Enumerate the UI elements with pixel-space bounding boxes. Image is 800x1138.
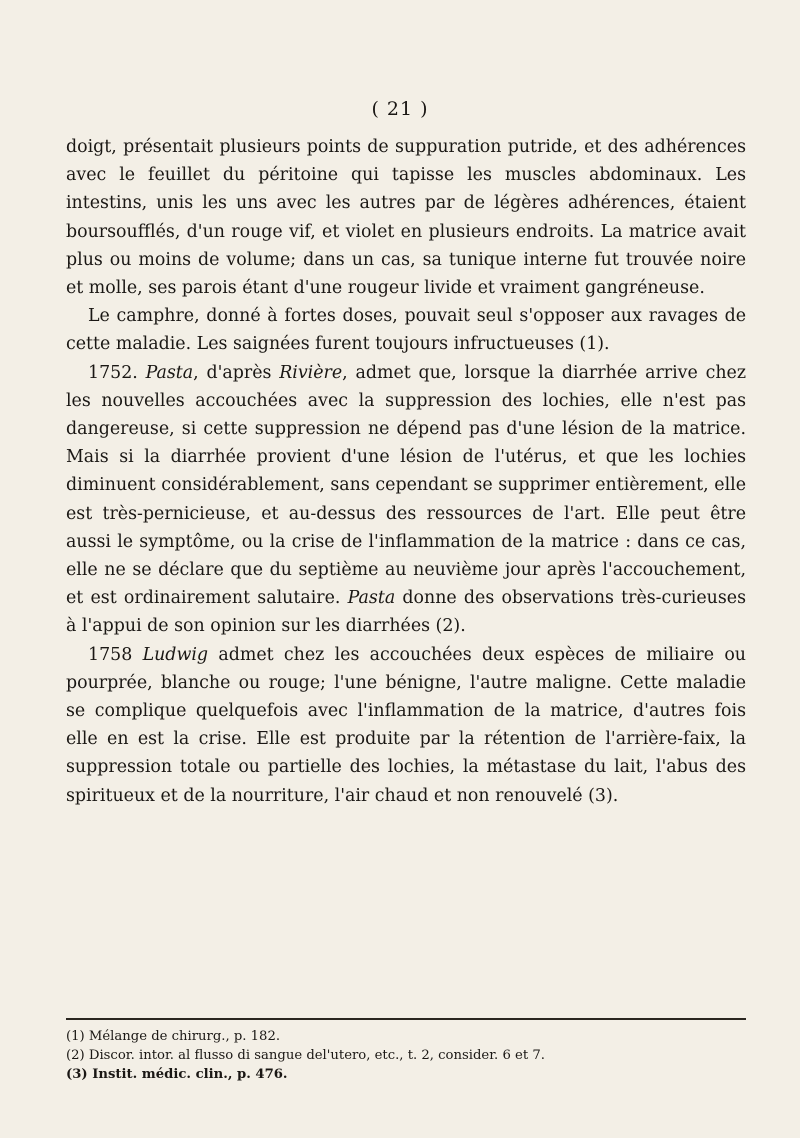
- author-name: Pasta: [347, 588, 396, 609]
- body-text: [66, 133, 746, 810]
- text-segment: 1758: [88, 644, 143, 665]
- author-name: Rivière: [279, 362, 343, 383]
- page-number: ( 21 ): [371, 98, 429, 120]
- text-segment: Le camphre, donné à fortes doses, pouvait seul s'opposer aux ravages de cette maladie. Les saignées furent toujours infructueuses (1).: [66, 306, 746, 355]
- text-segment: doigt, présentait plusieurs points de suppuration putride, et des adhérences avec le feuillet du péritoine qui tapisse les muscles abdominaux. Les intestins, unis les uns avec les autres par de légères adhérences, étaient boursoufflés, d'un rouge vif, et violet en plusieurs endroits. La matrice avait plus ou moins de volume; dans un cas, sa tunique interne fut trouvée noire et molle, ses parois étant d'une rougeur livide et vraiment gangréneuse.: [66, 137, 746, 299]
- paragraph-1752-pasta: [66, 359, 746, 641]
- footnote-1: (1) Mélange de chirurg., p. 182.: [66, 1029, 281, 1044]
- text-segment: , d'après: [193, 362, 280, 383]
- paragraph-camphre: [66, 302, 746, 358]
- text-segment: admet chez les accouchées deux espèces de miliaire ou pourprée, blanche ou rouge; l'une bénigne, l'autre maligne. Cette maladie se complique quelquefois avec l'inflammation de la matrice, d'autres fois elle en est la crise. Elle est produite par la rétention de l'arrière-faix, la suppression totale ou partielle des lochies, la métastase du lait, l'abus des spiritueux et de la nourriture, l'air chaud et non renouvelé (3).: [66, 644, 746, 806]
- author-name: Pasta: [145, 362, 194, 383]
- text-segment: donne des observations très-curieuses à l'appui de son opinion sur les diarrhées (2).: [66, 588, 746, 637]
- text-segment: 1752.: [88, 362, 146, 383]
- author-name: Ludwig: [142, 644, 209, 665]
- paragraph-1758-ludwig: [66, 641, 746, 810]
- footnotes: [66, 1027, 746, 1085]
- footnote-divider: [66, 1018, 746, 1020]
- footnote-2: (2) Discor. intor. al flusso di sangue del'utero, etc., t. 2, consider. 6 et 7.: [66, 1048, 545, 1064]
- paragraph-continuation: [66, 133, 746, 302]
- footnote-3: (3) Instit. médic. clin., p. 476.: [66, 1067, 288, 1083]
- text-segment: , admet que, lorsque la diarrhée arrive chez les nouvelles accouchées avec la suppression des lochies, elle n'est pas dangereuse, si cette suppression ne dépend pas d'une lésion de la matrice. Mais si la diarrhée provient d'une lésion de l'utérus, et que les lochies diminuent considérablement, sans cependant se supprimer entièrement, elle est très-pernicieuse, et au-dessus des ressources de l'art. Elle peut être aussi le symptôme, ou la crise de l'inflammation de la matrice : dans ce cas, elle ne se déclare que du septième au neuvième jour après l'accouchement, et est ordinairement salutaire.: [66, 362, 746, 609]
